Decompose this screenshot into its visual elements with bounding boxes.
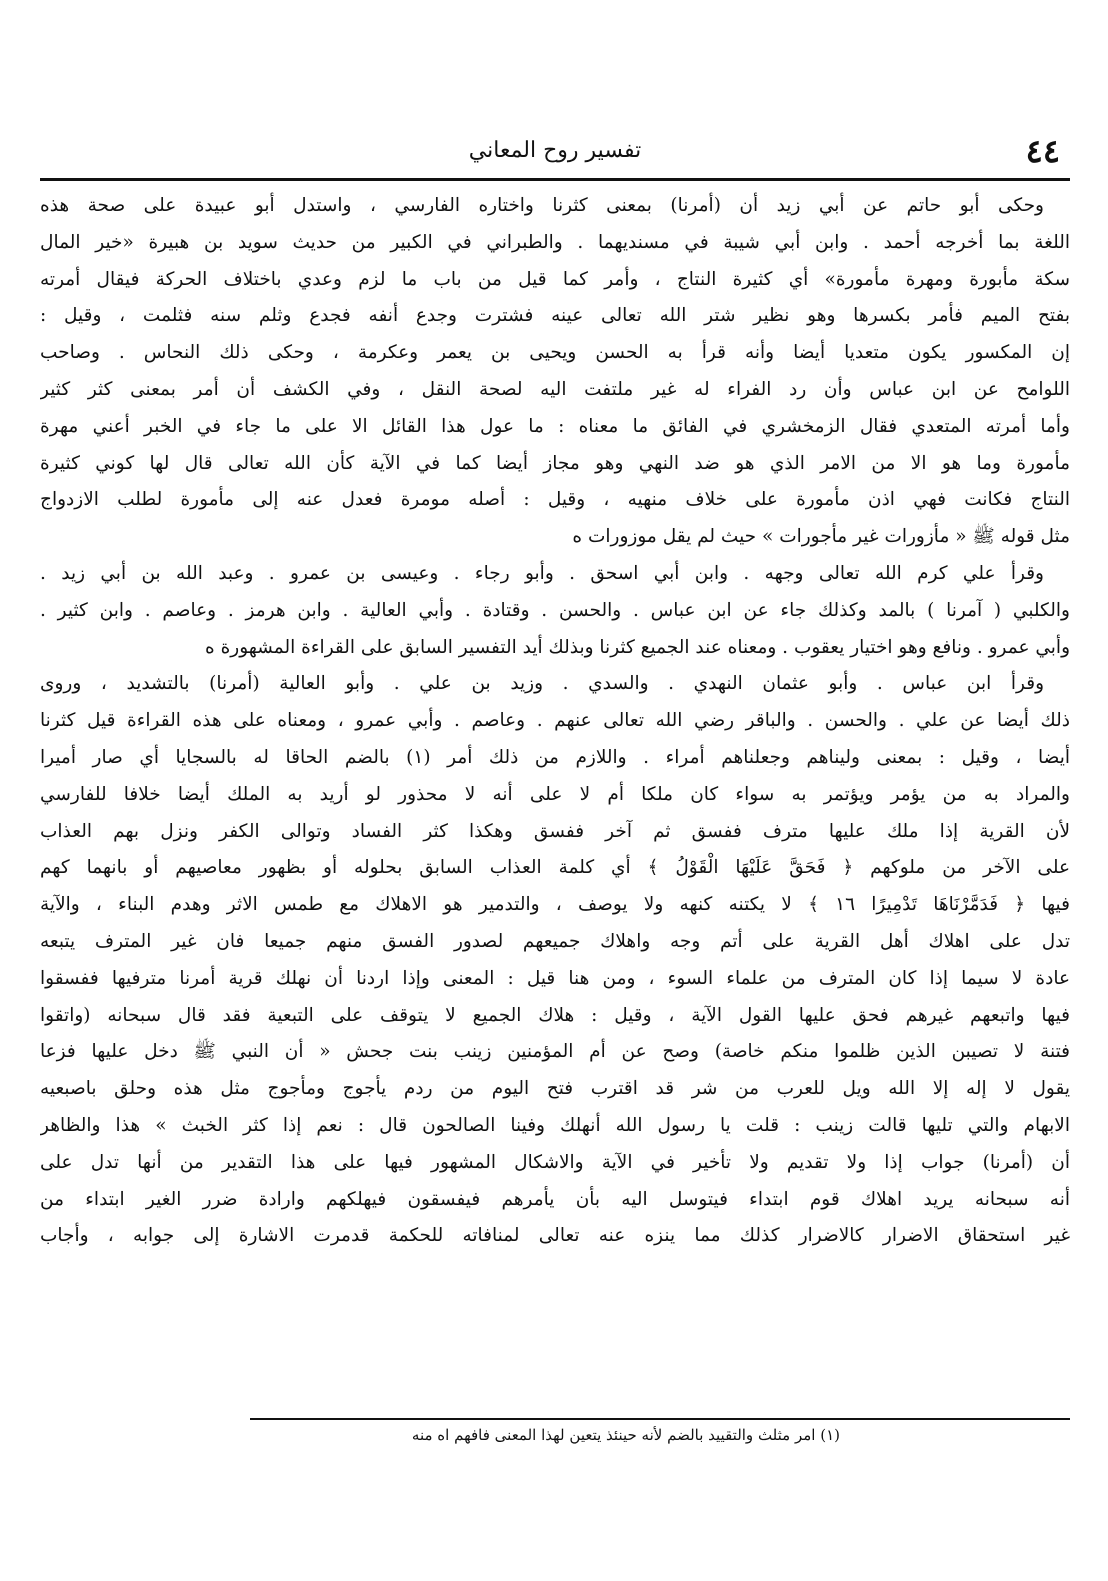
text-line: وأما أمرته المتعدي فقال الزمخشري في الفائق ما معناه : ما عول هذا القائل الا على ما جاء في الخبر أعني مهرة bbox=[40, 415, 1070, 437]
text-line: أنه سبحانه يريد اهلاك قوم ابتداء فيتوسل اليه بأن يأمرهم فيفسقون فيهلكهم وارادة ضرر الغير ابتداء من bbox=[40, 1188, 1070, 1210]
text-line: وأبي عمرو . ونافع وهو اختيار يعقوب . ومعناه عند الجميع كثرنا وبذلك أيد التفسير السابق على القراءة المشهورة ه bbox=[205, 636, 1070, 658]
text-line: عادة لا سيما إذا كان المترف من علماء السوء ، ومن هنا قيل : المعنى وإذا اردنا أن نهلك قرية أمرنا مترفيها ففسقوا bbox=[40, 967, 1070, 989]
text-line: مثل قوله ﷺ « مأزورات غير مأجورات » حيث لم يقل موزورات ه bbox=[572, 526, 1070, 548]
page-header bbox=[40, 128, 1070, 176]
text-line: وقرأ علي كرم الله تعالى وجهه . وابن أبي اسحق . وأبو رجاء . وعيسى بن عمرو . وعبد الله بن أبي زيد . bbox=[40, 562, 1044, 584]
text-line: فيها واتبعهم غيرهم فحق عليها القول الآية ، وقيل : هلاك الجميع لا يتوقف على التبعية فقد قال سبحانه (واتقوا bbox=[40, 1004, 1070, 1026]
text-line: بفتح الميم فأمر بكسرها وهو نظير شتر الله تعالى عينه فشترت وجدع أنفه فجدع وثلم سنه فثلمت ، وقيل : bbox=[40, 305, 1070, 327]
text-line: وحكى أبو حاتم عن أبي زيد أن (أمرنا) بمعنى كثرنا واختاره الفارسي ، واستدل أبو عبيدة على صحة هذه bbox=[40, 195, 1044, 216]
text-line: على الآخر من ملوكهم ﴿ فَحَقَّ عَلَيْهَا الْقَوْلُ ﴾ أي كلمة العذاب السابق بحلوله أو بظهور معاصيهم أو بانهما كهم bbox=[40, 857, 1070, 879]
text-line: سكة مأبورة ومهرة مأمورة» أي كثيرة النتاج ، وأمر كما قيل من باب ما لزم وعدي باختلاف الحركة فيقال أمرته bbox=[40, 268, 1070, 290]
text-line: ذلك أيضا عن علي . والحسن . والباقر رضي الله تعالى عنهم . وعاصم . وأبي عمرو ، ومعناه على هذه القراءة قيل كثرنا bbox=[40, 710, 1070, 732]
body-text bbox=[40, 188, 1070, 1255]
text-line: اللوامح عن ابن عباس وأن رد الفراء له غير ملتفت اليه لصحة النقل ، وفي الكشف أن أمر بمعنى كثر كثير bbox=[40, 378, 1070, 400]
text-line: والكلبي ( آمرنا ) بالمد وكذلك جاء عن ابن عباس . والحسن . وقتادة . وأبي العالية . وابن هرمز . وعاصم . وابن كثير . bbox=[40, 599, 1070, 621]
text-line: الابهام والتي تليها قالت زينب : قلت يا رسول الله أنهلك وفينا الصالحون قال : نعم إذا كثر الخبث » هذا والظاهر bbox=[40, 1114, 1070, 1136]
header-rule bbox=[40, 178, 1070, 181]
text-line: وقرأ ابن عباس . وأبو عثمان النهدي . والسدي . وزيد بن علي . وأبو العالية (أمرنا) بالتشديد ، وروى bbox=[40, 673, 1044, 695]
footnote: (١) امر مثلث والتقييد بالضم لأنه حينئذ يتعين لهذا المعنى فافهم اه منه bbox=[411, 1426, 840, 1444]
text-line: أن (أمرنا) جواب إذا ولا تقديم ولا تأخير في الآية والاشكال المشهور فيها على هذا التقدير من أنها تدل على bbox=[40, 1151, 1070, 1173]
text-line: غير استحقاق الاضرار كالاضرار كذلك مما ينزه عنه تعالى لمنافاته للحكمة قدمرت الاشارة إلى جوابه ، وأجاب bbox=[40, 1225, 1070, 1247]
text-line: أيضا ، وقيل : بمعنى وليناهم وجعلناهم أمراء . واللازم من ذلك أمر (١) بالضم الحاقا له بالسجايا أي صار أميرا bbox=[40, 746, 1070, 768]
text-line: لأن القرية إذا ملك عليها مترف ففسق ثم آخر ففسق وهكذا كثر الفساد وتوالى الكفر ونزل بهم العذاب bbox=[40, 820, 1070, 842]
text-line: اللغة بما أخرجه أحمد . وابن أبي شيبة في مسنديهما . والطبراني في الكبير من حديث سويد بن هبيرة «خير المال bbox=[40, 231, 1070, 253]
text-line: النتاج فكانت فهي اذن مأمورة على خلاف منهيه ، وقيل : أصله مومرة فعدل عنه إلى مأمورة لطلب الازدواج bbox=[40, 489, 1070, 511]
text-line: تدل على اهلاك أهل القرية على أتم وجه واهلاك جميعهم لصدور الفسق منهم جميعا فان غير المترف يتبعه bbox=[40, 930, 1070, 952]
text-line: يقول لا إله إلا الله ويل للعرب من شر قد اقترب فتح اليوم من ردم يأجوج ومأجوج مثل هذه وحلق باصبعيه bbox=[40, 1078, 1070, 1100]
text-line: والمراد به من يؤمر ويؤتمر به سواء كان ملكا أم لا على أنه لا محذور لو أريد به الملك أيضا خلافا للفارسي bbox=[40, 783, 1070, 805]
text-line: فتنة لا تصيبن الذين ظلموا منكم خاصة) وصح عن أم المؤمنين زينب بنت جحش « أن النبي ﷺ دخل عليها فزعا bbox=[40, 1041, 1070, 1063]
text-line: فيها ﴿ فَدَمَّرْنَاهَا تَدْمِيرًا ١٦ ﴾ لا يكتنه كنهه ولا يوصف ، والتدمير هو الاهلاك مع طمس الاثر وهدم البناء ، والآية bbox=[40, 894, 1070, 916]
text-line: إن المكسور يكون متعديا أيضا وأنه قرأ به الحسن ويحيى بن يعمر وعكرمة ، وحكى ذلك النحاس . وصاحب bbox=[40, 342, 1070, 364]
text-line: مأمورة وما هو الا من الامر الذي هو ضد النهي وهو مجاز أيضا كما في الآية كأن الله تعالى قال لها كوني كثيرة bbox=[40, 452, 1070, 474]
running-title: تفسير روح المعاني bbox=[468, 138, 642, 163]
page-number: ٤٤ bbox=[1025, 132, 1060, 170]
footnote-rule bbox=[250, 1418, 1070, 1420]
